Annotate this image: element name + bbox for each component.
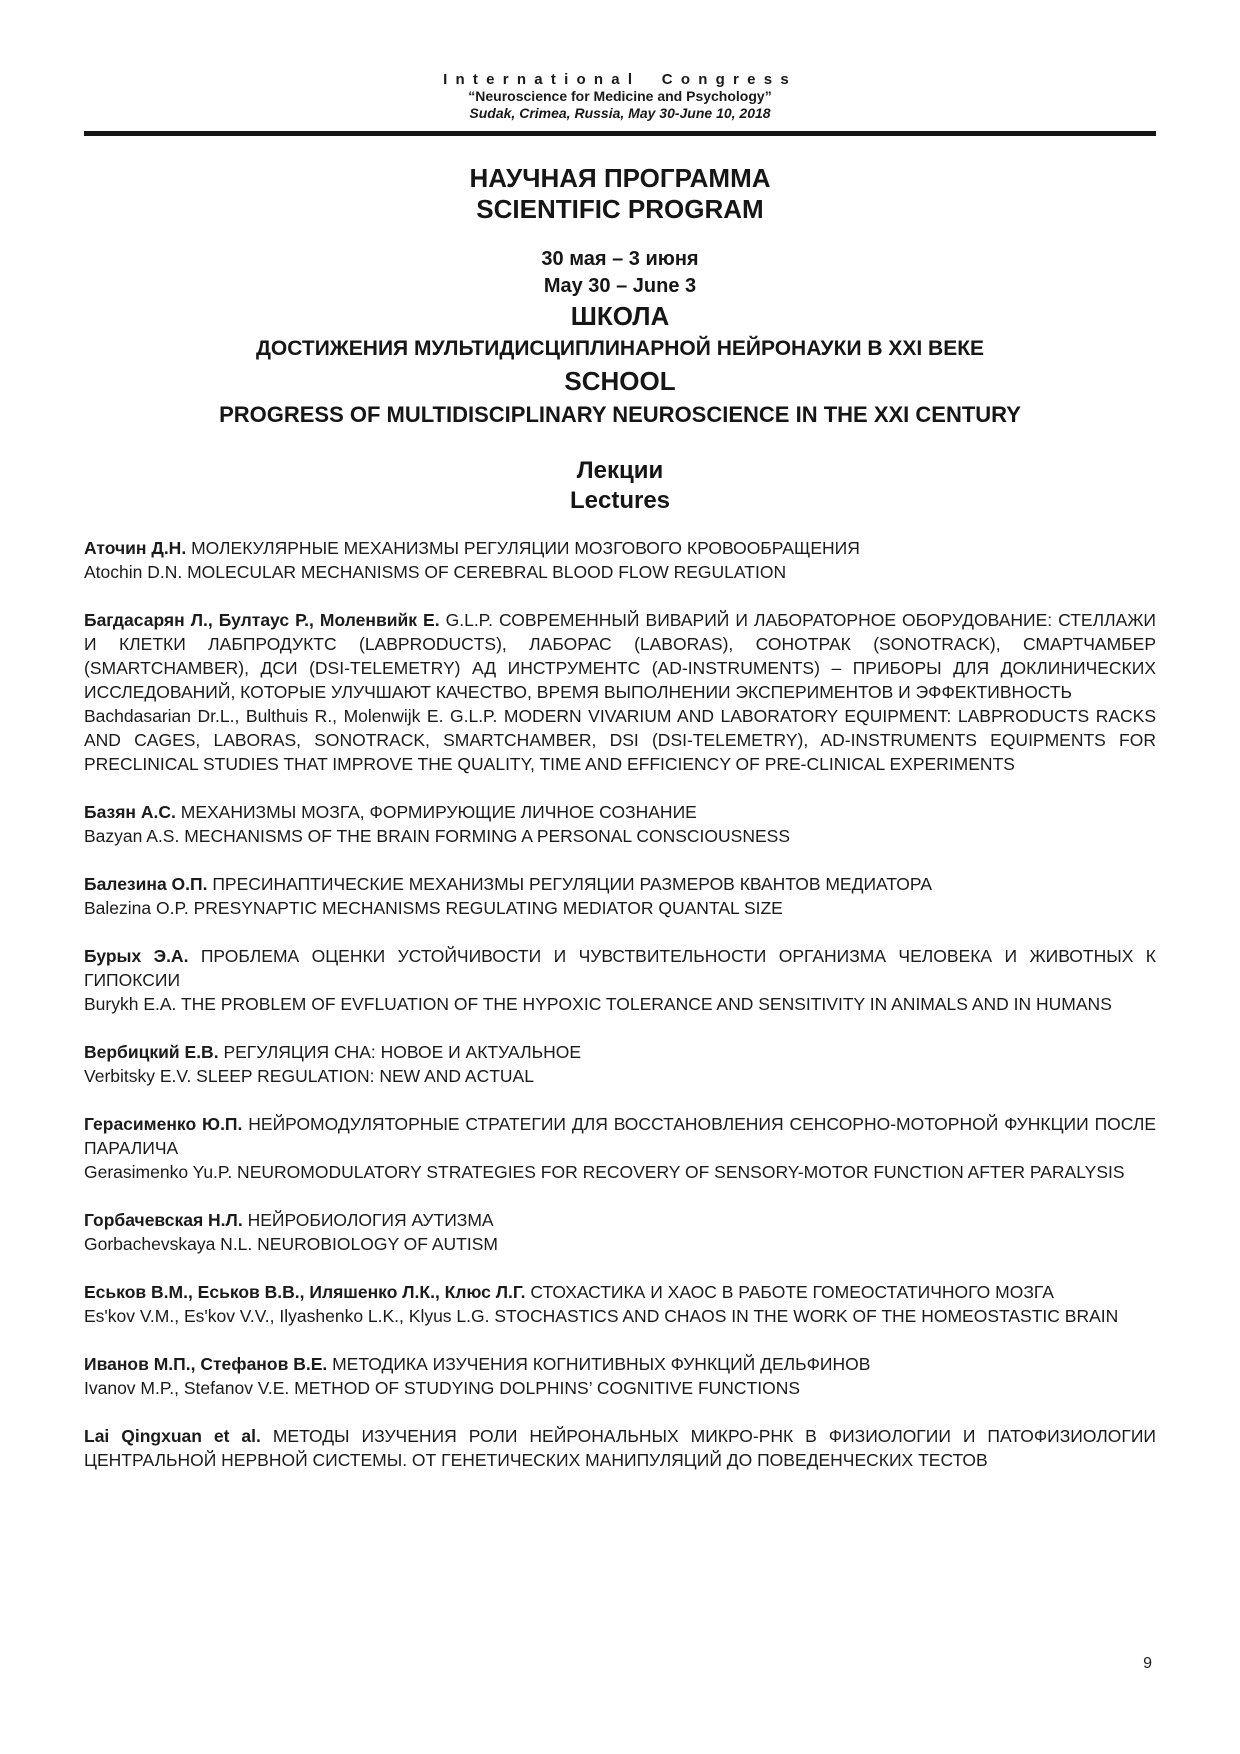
header-divider	[84, 131, 1156, 136]
entry-title-ru: НЕЙРОБИОЛОГИЯ АУТИЗМА	[247, 1210, 494, 1230]
entry-title-ru: СТОХАСТИКА И ХАОС В РАБОТЕ ГОМЕОСТАТИЧНОГО МОЗГА	[530, 1282, 1054, 1302]
entry-en: Es'kov V.M., Es'kov V.V., Ilyashenko L.K., Klyus L.G. STOCHASTICS AND CHAOS IN THE WORK OF THE HOMEOSTASTIC BRAIN	[84, 1306, 1119, 1326]
dates-ru: 30 мая – 3 июня	[541, 248, 699, 270]
entry-authors-ru: Балезина О.П.	[84, 874, 208, 894]
entry-ru	[84, 1280, 1156, 1304]
entry-ru	[84, 1424, 1156, 1472]
school-theme-ru: ДОСТИЖЕНИЯ МУЛЬТИДИСЦИПЛИНАРНОЙ НЕЙРОНАУКИ В XXI ВЕКЕ	[255, 337, 985, 360]
lecture-entry	[84, 1208, 1156, 1256]
entry-authors-ru: Иванов М.П., Стефанов В.Е.	[84, 1354, 328, 1374]
lecture-entry	[84, 608, 1156, 776]
entry-ru	[84, 608, 1156, 704]
entry-authors-ru: Еськов В.М., Еськов В.В., Иляшенко Л.К., Клюс Л.Г.	[84, 1282, 526, 1302]
lecture-list	[84, 536, 1156, 1472]
lecture-entry	[84, 800, 1156, 848]
entry-en: Gorbachevskaya N.L. NEUROBIOLOGY OF AUTISM	[84, 1234, 498, 1254]
entry-en: Verbitsky E.V. SLEEP REGULATION: NEW AND ACTUAL	[84, 1066, 534, 1086]
lectures-heading-en: Lectures	[569, 487, 671, 514]
school-heading-ru: ШКОЛА	[570, 301, 670, 331]
entry-ru	[84, 800, 1156, 824]
entry-title-ru: НЕЙРОМОДУЛЯТОРНЫЕ СТРАТЕГИИ ДЛЯ ВОССТАНОВЛЕНИЯ СЕНСОРНО-МОТОРНОЙ ФУНКЦИИ ПОСЛЕ ПАРАЛИЧА	[84, 1114, 1156, 1158]
entry-ru	[84, 944, 1156, 992]
congress-location-date: Sudak, Crimea, Russia, May 30-June 10, 2018	[469, 105, 771, 121]
entry-ru	[84, 872, 1156, 896]
entry-en: Burykh E.A. THE PROBLEM OF EVFLUATION OF THE HYPOXIC TOLERANCE AND SENSITIVITY IN ANIMALS AND IN HUMANS	[84, 994, 1112, 1014]
entry-authors-ru: Вербицкий Е.В.	[84, 1042, 219, 1062]
school-heading-en: SCHOOL	[564, 366, 676, 396]
program-title-ru: НАУЧНАЯ ПРОГРАММА	[469, 163, 771, 193]
entry-title-ru: ПРОБЛЕМА ОЦЕНКИ УСТОЙЧИВОСТИ И ЧУВСТВИТЕЛЬНОСТИ ОРГАНИЗМА ЧЕЛОВЕКА И ЖИВОТНЫХ К ГИПОКСИИ	[84, 946, 1156, 990]
lecture-entry	[84, 536, 1156, 584]
entry-en: Balezina O.P. PRESYNAPTIC MECHANISMS REGULATING MEDIATOR QUANTAL SIZE	[84, 898, 783, 918]
congress-subtitle: “Neuroscience for Medicine and Psychology”	[468, 88, 772, 104]
entry-authors-ru: Бурых Э.А.	[84, 946, 189, 966]
entry-en: Ivanov M.P., Stefanov V.E. METHOD OF STUDYING DOLPHINS’ COGNITIVE FUNCTIONS	[84, 1378, 801, 1398]
title-block	[84, 163, 1156, 432]
entry-authors-ru: Герасименко Ю.П.	[84, 1114, 243, 1134]
lecture-entry	[84, 872, 1156, 920]
entry-title-ru: МЕТОДЫ ИЗУЧЕНИЯ РОЛИ НЕЙРОНАЛЬНЫХ МИКРО-РНК В ФИЗИОЛОГИИ И ПАТОФИЗИОЛОГИИ ЦЕНТРАЛЬНОЙ НЕРВНОЙ СИСТЕМЫ. ОТ ГЕНЕТИЧЕСКИХ МАНИПУЛЯЦИЙ ДО ПОВЕДЕНЧЕСКИХ ТЕСТОВ	[84, 1426, 1156, 1470]
entry-title-ru: МЕТОДИКА ИЗУЧЕНИЯ КОГНИТИВНЫХ ФУНКЦИЙ ДЕЛЬФИНОВ	[332, 1354, 871, 1374]
entry-en: Bachdasarian Dr.L., Bulthuis R., Molenwijk E. G.L.P. MODERN VIVARIUM AND LABORATORY EQUIPMENT: LABPRODUCTS RACKS AND CAGES, LABORAS, SONOTRACK, SMARTCHAMBER, DSI (DSI-TELEMETRY), AD-INSTRUMENTS EQUIPMENTS FOR PRECLINICAL STUDIES THAT IMPROVE THE QUALITY, TIME AND EFFICIENCY OF PRE-CLINICAL EXPERIMENTS	[84, 706, 1156, 774]
entry-title-ru: МЕХАНИЗМЫ МОЗГА, ФОРМИРУЮЩИЕ ЛИЧНОЕ СОЗНАНИЕ	[180, 802, 697, 822]
dates-en: May 30 – June 3	[543, 275, 697, 297]
spacer	[84, 225, 1156, 246]
entry-ru	[84, 1352, 1156, 1376]
entry-authors-ru: Аточин Д.Н.	[84, 538, 187, 558]
lecture-entry	[84, 1352, 1156, 1400]
school-theme-en: PROGRESS OF MULTIDISCIPLINARY NEUROSCIENCE IN THE XXI CENTURY	[219, 402, 1021, 427]
entry-authors-ru: Багдасарян Л., Бултаус Р., Моленвийк Е.	[84, 610, 440, 630]
page-number: 9	[1143, 1655, 1152, 1672]
lectures-heading-ru: Лекции	[576, 457, 664, 484]
entry-title-ru: ПРЕСИНАПТИЧЕСКИЕ МЕХАНИЗМЫ РЕГУЛЯЦИИ РАЗМЕРОВ КВАНТОВ МЕДИАТОРА	[212, 874, 933, 894]
running-head	[0, 0, 1240, 122]
entry-authors-ru: Горбачевская Н.Л.	[84, 1210, 243, 1230]
entry-ru	[84, 536, 1156, 560]
entry-title-ru: РЕГУЛЯЦИЯ СНА: НОВОЕ И АКТУАЛЬНОЕ	[223, 1042, 581, 1062]
lecture-entry	[84, 1040, 1156, 1088]
entry-authors-ru: Базян А.С.	[84, 802, 176, 822]
lecture-entry	[84, 1112, 1156, 1184]
entry-en: Bazyan A.S. MECHANISMS OF THE BRAIN FORMING A PERSONAL CONSCIOUSNESS	[84, 826, 790, 846]
entry-authors-ru: Lai Qingxuan et al.	[84, 1426, 261, 1446]
lecture-entry	[84, 944, 1156, 1016]
entry-en: Gerasimenko Yu.P. NEUROMODULATORY STRATEGIES FOR RECOVERY OF SENSORY-MOTOR FUNCTION AFTER PARALYSIS	[84, 1162, 1125, 1182]
entry-ru	[84, 1040, 1156, 1064]
entry-title-ru: G.L.P. СОВРЕМЕННЫЙ ВИВАРИЙ И ЛАБОРАТОРНОЕ ОБОРУДОВАНИЕ: СТЕЛЛАЖИ И КЛЕТКИ ЛАБПРОДУКТС (LABPRODUCTS), ЛАБОРАС (LABORAS), СОНОТРАК (SONOTRACK), СМАРТЧАМБЕР (SMARTCHAMBER), ДСИ (DSI-TELEMETRY) АД ИНСТРУМЕНТС (AD-INSTRUMENTS) – ПРИБОРЫ ДЛЯ ДОКЛИНИЧЕСКИХ ИССЛЕДОВАНИЙ, КОТОРЫЕ УЛУЧШАЮТ КАЧЕСТВО, ВРЕМЯ ВЫПОЛНЕНИИ ЭКСПЕРИМЕНТОВ И ЭФФЕКТИВНОСТЬ	[84, 610, 1156, 702]
entry-ru	[84, 1112, 1156, 1160]
program-title-en: SCIENTIFIC PROGRAM	[476, 194, 764, 224]
lecture-entry	[84, 1280, 1156, 1328]
entry-en: Atochin D.N. MOLECULAR MECHANISMS OF CEREBRAL BLOOD FLOW REGULATION	[84, 562, 787, 582]
entry-ru	[84, 1208, 1156, 1232]
congress-name: International Congress	[443, 71, 797, 88]
lecture-entry	[84, 1424, 1156, 1472]
entry-title-ru: МОЛЕКУЛЯРНЫЕ МЕХАНИЗМЫ РЕГУЛЯЦИИ МОЗГОВОГО КРОВООБРАЩЕНИЯ	[191, 538, 860, 558]
